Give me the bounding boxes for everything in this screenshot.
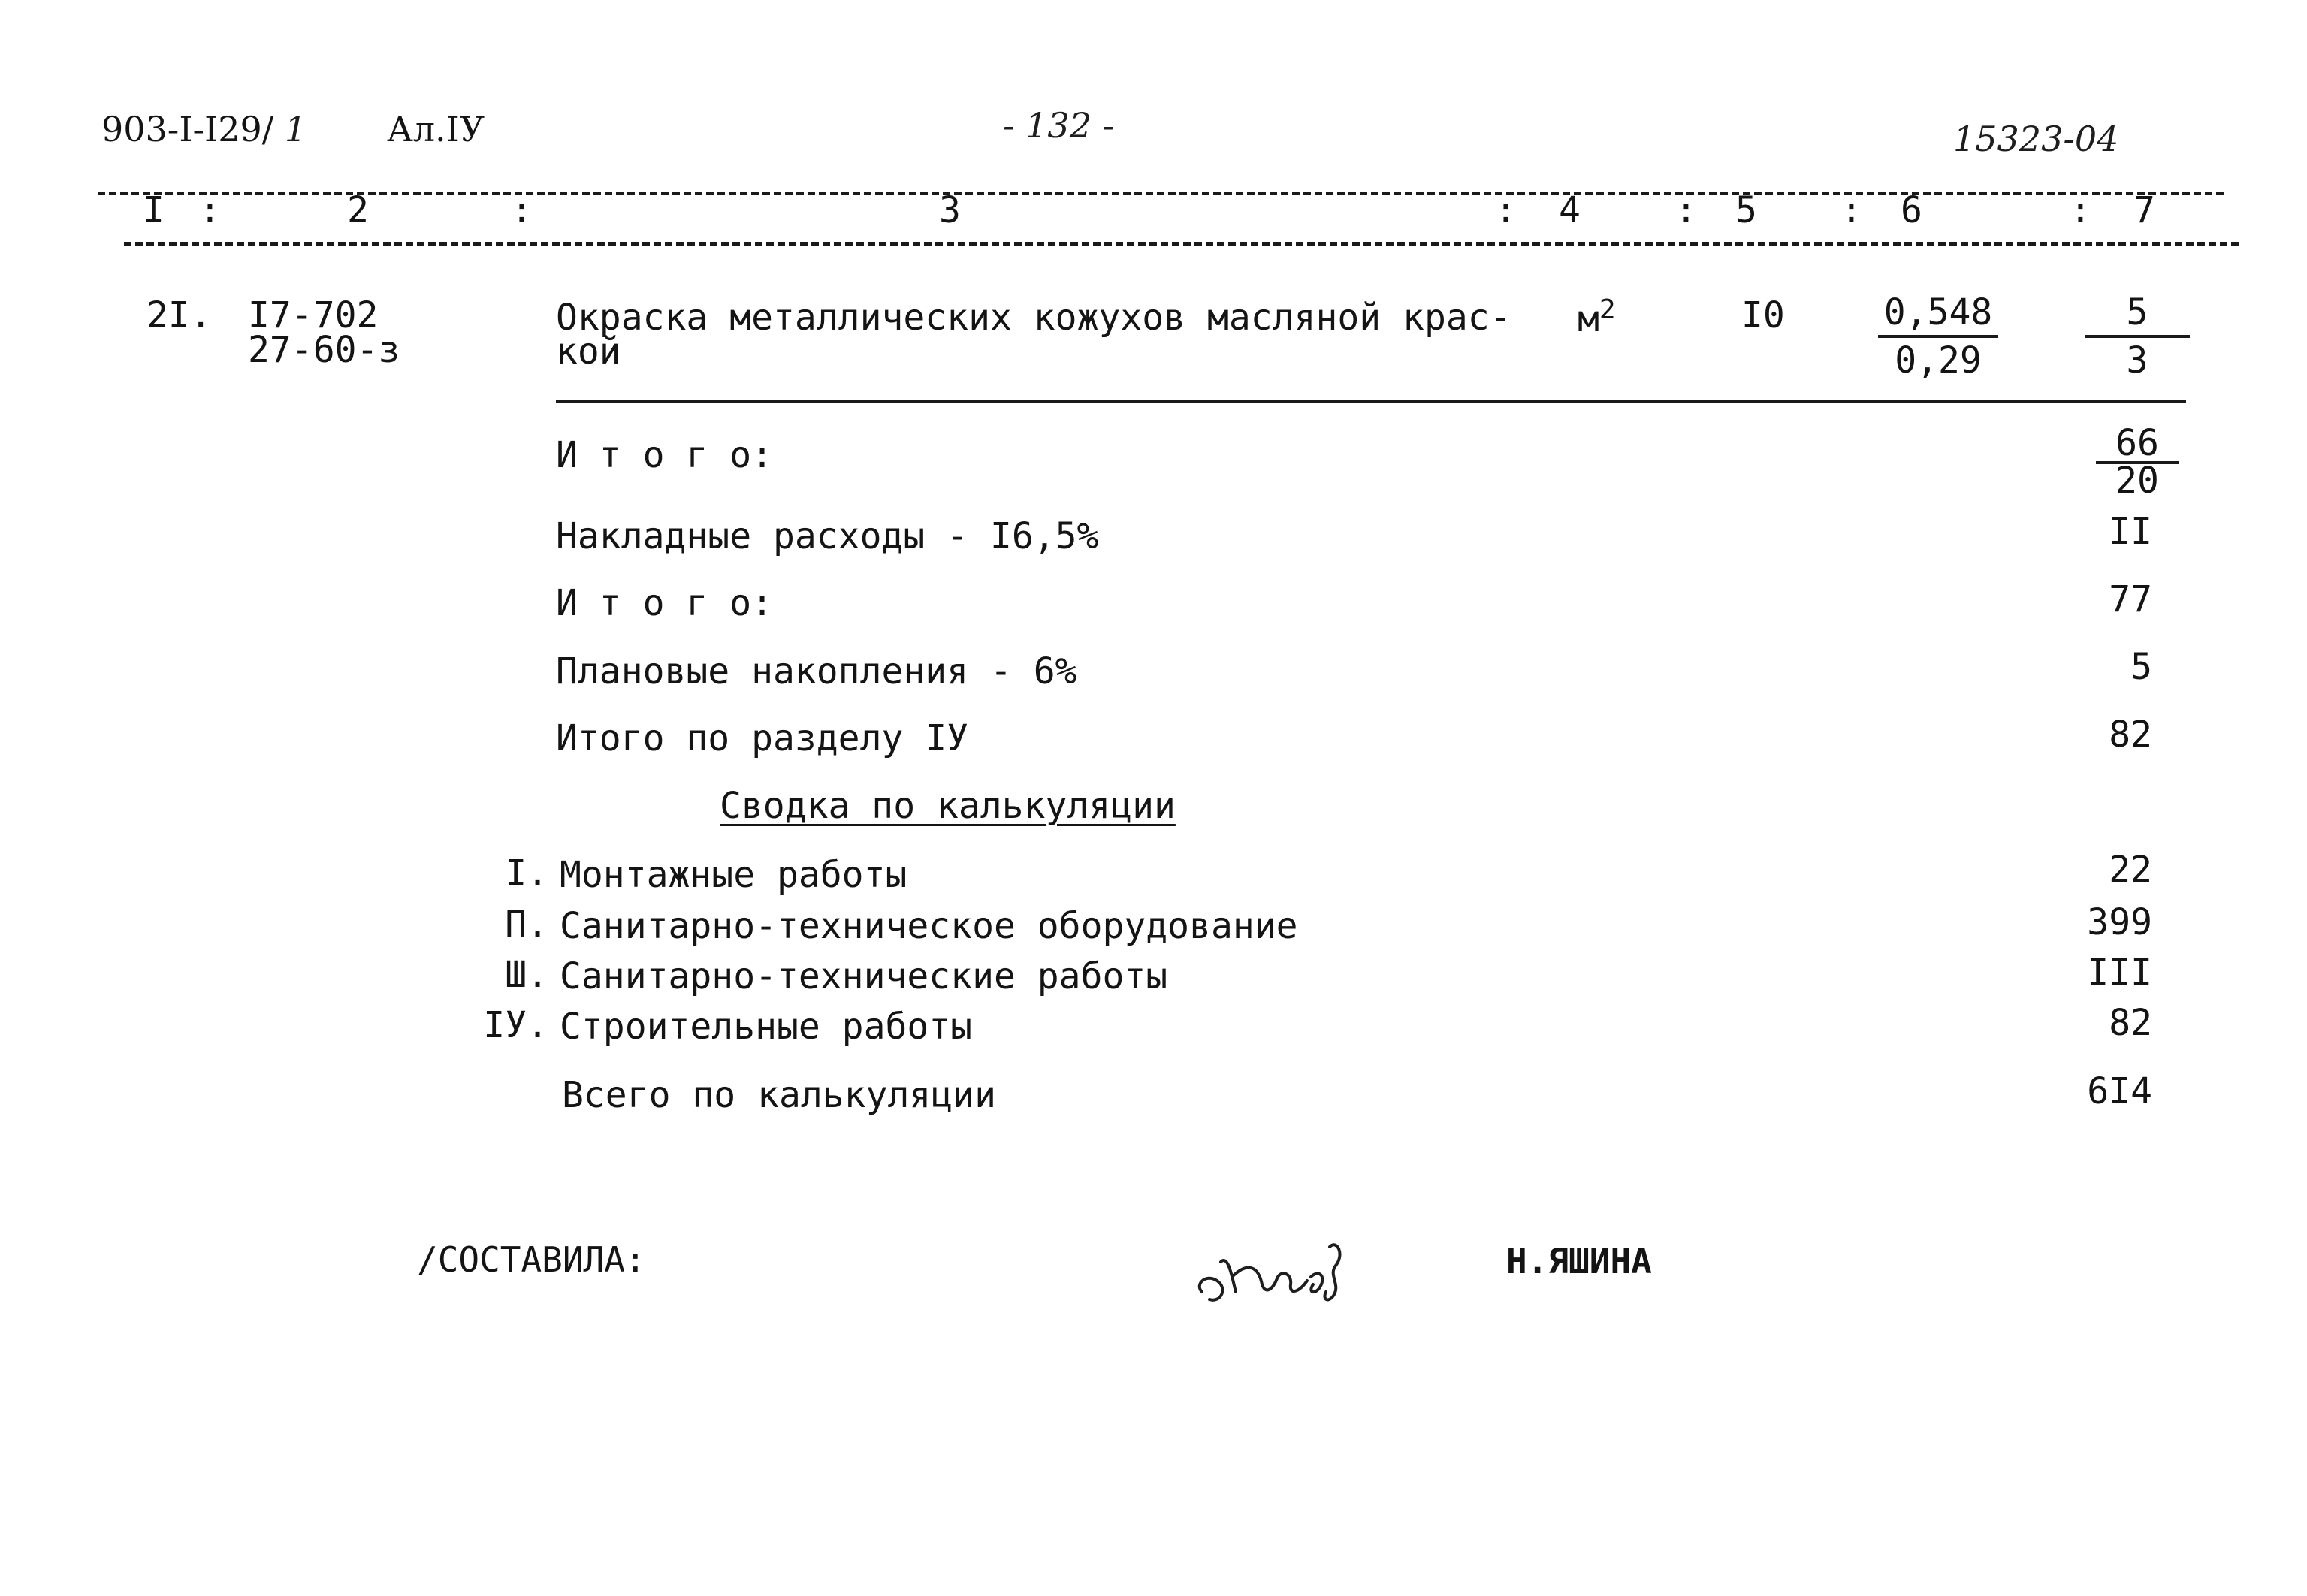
document-code-handwritten: 1 xyxy=(284,109,307,149)
column-number-3: 3 xyxy=(939,189,961,231)
planned-savings-label: Плановые накопления - 6% xyxy=(556,650,1077,692)
section-total-label: Итого по разделу IУ xyxy=(556,717,969,759)
summary-row-value: 82 xyxy=(2109,1002,2152,1044)
document-code-text: 903-I-I29/ xyxy=(101,109,274,149)
column-header-bottom-rule xyxy=(124,242,2239,246)
page-number: - 132 - xyxy=(1003,105,1115,146)
summary-row-label: Санитарно-техническое оборудование xyxy=(560,905,1298,947)
summary-title: Сводка по калькуляции xyxy=(720,785,1176,827)
grand-total-label: Всего по калькуляции xyxy=(562,1074,996,1116)
grand-total-value: 6I4 xyxy=(2087,1070,2152,1112)
summary-row-label: Монтажные работы xyxy=(560,854,907,896)
summary-row-number: IУ. xyxy=(483,1004,548,1046)
overhead-value: II xyxy=(2109,511,2152,553)
item-price-bottom: 0,29 xyxy=(1895,339,1982,382)
overhead-label: Накладные расходы - I6,5% xyxy=(556,515,1099,557)
item-unit xyxy=(1578,294,1616,340)
summary-row-number: Ш. xyxy=(505,954,548,996)
summary-row-number: П. xyxy=(505,904,548,946)
signature-stroke xyxy=(1200,1245,1340,1299)
album-label: Ал.IУ xyxy=(387,109,485,149)
fraction-bar xyxy=(1878,335,1998,338)
column-number-4: 4 xyxy=(1559,189,1581,231)
summary-row-value: III xyxy=(2087,952,2152,994)
column-separator: : xyxy=(2070,189,2091,231)
column-number-2: 2 xyxy=(347,189,369,231)
summary-row-label: Санитарно-технические работы xyxy=(560,955,1168,997)
fraction-bar xyxy=(2085,335,2190,338)
item-unit-superscript: 2 xyxy=(1599,294,1616,325)
item-code-2: 27-60-з xyxy=(248,329,400,371)
subtotal-value-1-bottom: 20 xyxy=(2115,460,2159,502)
sheet-reference: 15323-04 xyxy=(1953,119,2119,159)
item-rule xyxy=(556,400,2186,403)
item-description-line1: Окраска металлических кожухов масляной крас- xyxy=(556,297,1511,339)
subtotal-value-1-fraction xyxy=(2096,422,2179,502)
signature xyxy=(1187,1232,1360,1314)
item-quantity: I0 xyxy=(1741,294,1785,336)
compiler-name: Н.ЯШИНА xyxy=(1506,1241,1652,1281)
item-code-1: I7-702 xyxy=(248,294,379,336)
subtotal-label-1: И т о г о: xyxy=(556,434,773,476)
compiled-by-label: /СОСТАВИЛА: xyxy=(417,1239,646,1280)
column-separator: : xyxy=(1675,189,1697,231)
summary-row-label: Строительные работы xyxy=(560,1006,973,1048)
document-code xyxy=(101,109,306,149)
column-separator: : xyxy=(1840,189,1862,231)
subtotal-value-1-top: 66 xyxy=(2115,422,2159,464)
subtotal-value-2: 77 xyxy=(2109,578,2152,620)
column-separator: : xyxy=(199,189,221,231)
column-number-6: 6 xyxy=(1901,189,1922,231)
summary-row-number: I. xyxy=(505,852,548,895)
item-unit-text: м xyxy=(1578,298,1599,340)
item-total-top: 5 xyxy=(2126,291,2148,333)
column-separator: : xyxy=(511,189,533,231)
section-total-value: 82 xyxy=(2109,714,2152,756)
summary-row-value: 22 xyxy=(2109,849,2152,891)
column-number-7: 7 xyxy=(2133,189,2155,231)
column-separator: : xyxy=(1495,189,1517,231)
item-total-fraction xyxy=(2085,291,2190,382)
summary-row-value: 399 xyxy=(2087,901,2152,943)
item-price-fraction xyxy=(1878,291,1998,382)
item-price-top: 0,548 xyxy=(1883,291,1993,333)
column-number-1: I xyxy=(143,189,165,231)
item-description-line2: кой xyxy=(556,330,621,373)
column-number-5: 5 xyxy=(1735,189,1757,231)
subtotal-label-2: И т о г о: xyxy=(556,582,773,624)
item-number: 2I. xyxy=(146,294,212,336)
planned-savings-value: 5 xyxy=(2130,646,2152,688)
item-total-bottom: 3 xyxy=(2126,339,2148,382)
